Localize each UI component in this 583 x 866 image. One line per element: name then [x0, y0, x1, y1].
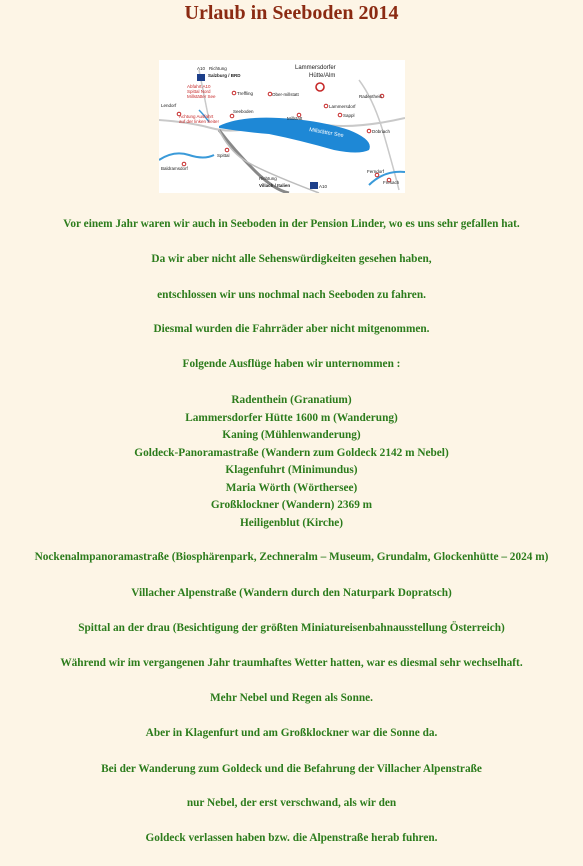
closing-paragraph: Aber in Klagenfurt und am Großklockner war die Sonne da. [145, 727, 438, 739]
trip-item: Lammersdorfer Hütte 1600 m (Wanderung) [185, 411, 398, 424]
alm-label-2: Hütte/Alm [309, 73, 336, 79]
millstaetter-see-lake [219, 118, 370, 153]
radenthein-label: Radenthein [359, 94, 383, 99]
lake-label: Millstätter See [308, 127, 345, 140]
trip-item: Radenthein (Granatium) [231, 394, 352, 406]
sappl-label: Sappl [343, 113, 355, 118]
richtung-bottom-label: Richtung [259, 176, 277, 181]
marker-alm [316, 83, 324, 91]
trip-item: Maria Wörth (Wörthersee) [225, 481, 358, 494]
ober-millstatt-label: Ober-millstatt [272, 92, 299, 97]
trip-item-extended: Nockenalmpanoramastraße (Biosphärenpark, Zechneralm – Museum, Grundalm, Glockenhütte – 2024 m) [34, 551, 549, 563]
trip-item: Klagenfuhrt (Minimundus) [225, 464, 358, 476]
closing-paragraph: nur Nebel, der erst verschwand, als wir den [186, 797, 397, 809]
marker-spittal [225, 148, 229, 152]
marker-lammersdorf [324, 104, 328, 108]
fresach-label: Fresach [383, 180, 400, 185]
villach-label: Villach / Italien [259, 183, 291, 188]
paragraph-3: entschlossen wir uns nochmal nach Seeboden zu fahren. [157, 289, 426, 301]
marker-treffling [232, 91, 236, 95]
millstatt-label: Millstatt [287, 116, 303, 121]
a10-badge-bottom [310, 182, 318, 189]
richtung-label: Richtung [209, 66, 227, 71]
ferndorf-label: Ferndorf [367, 169, 385, 174]
spittal-label: Spittal [217, 153, 230, 158]
closing-paragraph: Mehr Nebel und Regen als Sonne. [210, 692, 373, 704]
marker-sappl [338, 113, 342, 117]
a10-bottom-label: A10 [319, 184, 328, 189]
trip-item-extended: Spittal an der drau (Besichtigung der größten Miniatureisenbahnausstellung Österreich) [78, 622, 505, 634]
paragraph-2: Da wir aber nicht alle Sehenswürdigkeiten gesehen haben, [151, 253, 432, 265]
a10-top-label: A10 [197, 66, 206, 71]
trip-item: Großklockner (Wandern) 2369 m [210, 499, 373, 511]
lendorf-label: Lendorf [161, 103, 177, 108]
exit-see-label: Millstätter See [187, 94, 216, 99]
page-title: Urlaub in Seeboden 2014 [184, 2, 399, 24]
trip-item: Goldeck-Panoramastraße (Wandern zum Goldeck 2142 m Nebel) [134, 446, 449, 459]
paragraph-1: Vor einem Jahr waren wir auch in Seeboden in der Pension Linder, wo es uns sehr gefallen hat. [63, 218, 520, 230]
river-drau [159, 153, 214, 160]
trip-item-extended: Villacher Alpenstraße (Wandern durch den Naturpark Dopratsch) [131, 587, 452, 599]
closing-paragraph: Während wir im vergangenen Jahr traumhaftes Wetter hatten, war es diesmal sehr wechselhaft. [60, 657, 523, 669]
closing-paragraph: Bei der Wanderung zum Goldeck und die Befahrung der Villacher Alpenstraße [101, 763, 482, 775]
achtung-label: Achtung Ausfahrt [179, 114, 214, 119]
salzburg-label: Salzburg / BRD [208, 73, 241, 78]
closing-paragraph: Goldeck verlassen haben bzw. die Alpenstraße herab fuhren. [145, 832, 438, 844]
treffling-label: Treffling [237, 91, 254, 96]
trip-item: Kaning (Mühlenwanderung) [222, 429, 361, 441]
spittal-nord-label: Spittal Nord [187, 89, 211, 94]
location-map [159, 60, 405, 193]
linke-seite-label: auf der linken Seite! [179, 119, 219, 124]
lammersdorf-label: Lammersdorf [329, 104, 356, 109]
a10-badge-top [197, 74, 205, 81]
paragraph-4: Diesmal wurden die Fahrräder aber nicht mitgenommen. [153, 323, 430, 335]
abfahrt-label: Abfahrt A10 [187, 84, 211, 89]
seeboden-label: Seeboden [233, 109, 254, 114]
marker-seeboden [230, 114, 234, 118]
baldramsdorf-label: Baldramsdorf [161, 166, 188, 171]
trip-item: Heiligenblut (Kirche) [239, 516, 344, 529]
doebriach-label: Döbriach [372, 129, 391, 134]
paragraph-5: Folgende Ausflüge haben wir unternommen : [182, 358, 401, 370]
alm-label-1: Lammersdorfer [295, 65, 336, 71]
marker-doebriach [367, 129, 371, 133]
